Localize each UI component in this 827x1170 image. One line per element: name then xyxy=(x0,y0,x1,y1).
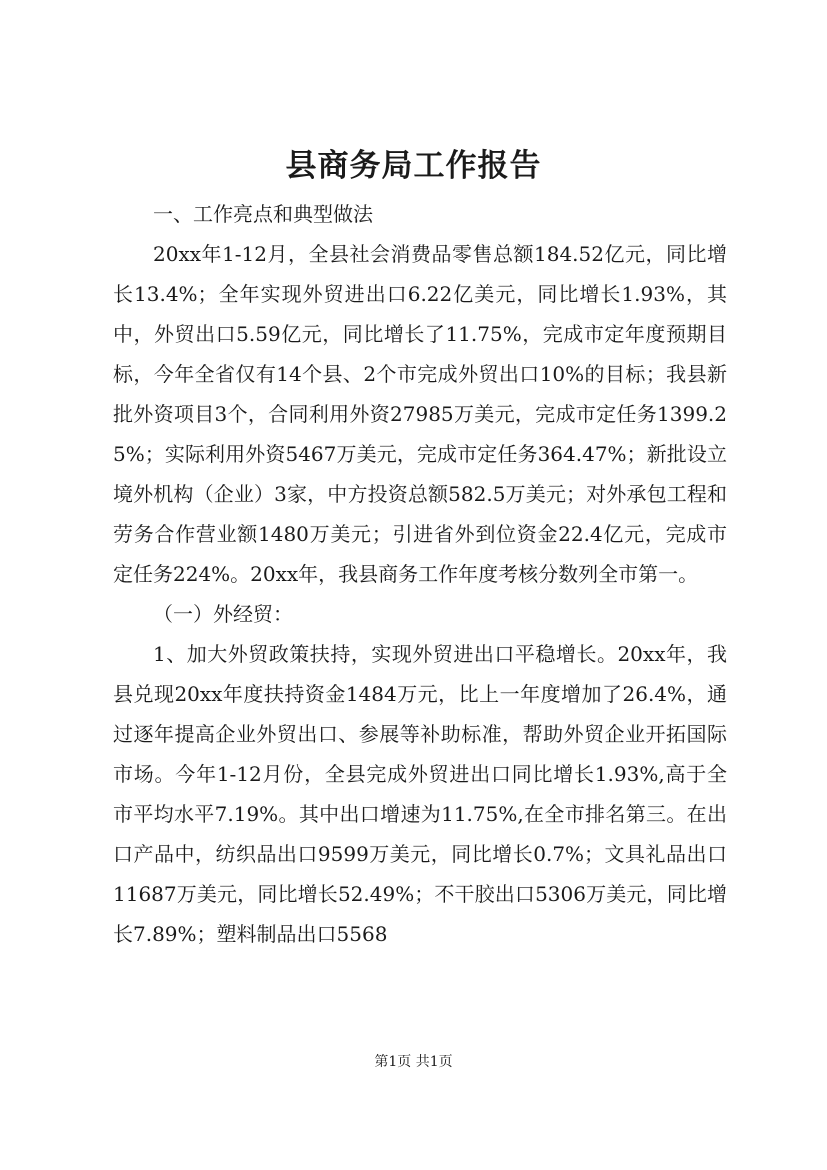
paragraph: 20xx年1-12月，全县社会消费品零售总额184.52亿元，同比增长13.4%；全年实现外贸进出口6.22亿美元，同比增长1.93%，其中，外贸出口5.59亿元，同比增长了11.75%，完成市定年度预期目标，今年全省仅有14个县、2个市完成外贸出口10%的目标；我县新批外资项目3个，合同利用外资27985万美元，完成市定任务1399.25%；实际利用外资5467万美元，完成市定任务364.47%；新批设立境外机构（企业）3家，中方投资总额582.5万美元；对外承包工程和劳务合作营业额1480万美元；引进省外到位资金22.4亿元，完成市定任务224%。20xx年，我县商务工作年度考核分数列全市第一。 xyxy=(113,242,727,586)
subheading: （一）外经贸： xyxy=(153,602,293,626)
document-title: 县商务局工作报告 xyxy=(285,148,542,184)
page-footer: 第1页 共1页 xyxy=(374,1054,453,1070)
document-body xyxy=(113,194,727,954)
section-heading: 一、工作亮点和典型做法 xyxy=(153,202,373,226)
paragraph: 1、加大外贸政策扶持，实现外贸进出口平稳增长。20xx年，我县兑现20xx年度扶持资金1484万元，比上一年度增加了26.4%，通过逐年提高企业外贸出口、参展等补助标准，帮助外贸企业开拓国际市场。今年1-12月份，全县完成外贸进出口同比增长1.93%,高于全市平均水平7.19%。其中出口增速为11.75%,在全市排名第三。在出口产品中，纺织品出口9599万美元，同比增长0.7%；文具礼品出口11687万美元，同比增长52.49%；不干胶出口5306万美元，同比增长7.89%；塑料制品出口5568 xyxy=(113,642,727,946)
